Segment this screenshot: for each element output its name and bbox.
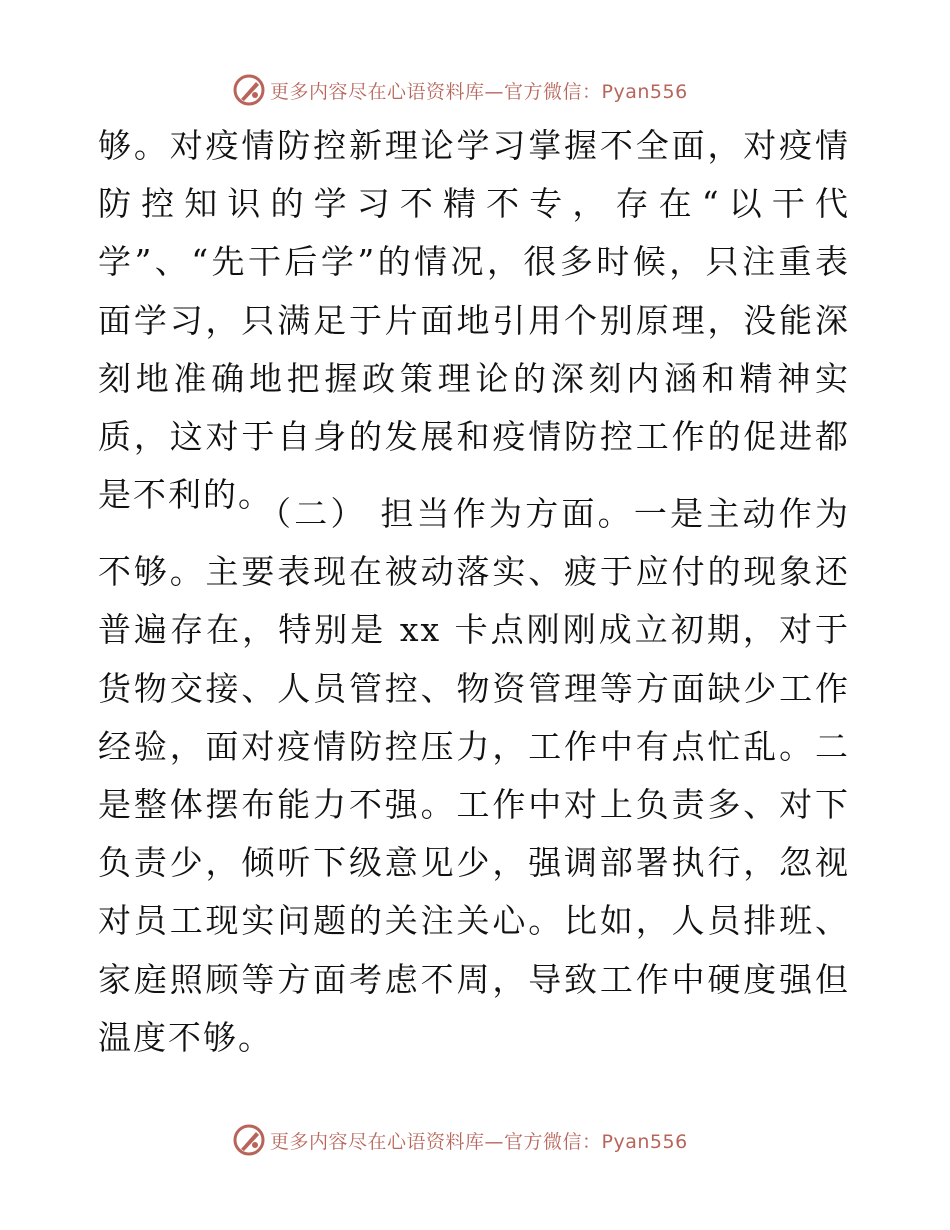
pen-logo-icon xyxy=(232,73,266,107)
header-watermark xyxy=(232,70,688,110)
watermark-text: 更多内容尽在心语资料库—官方微信：Pyan556 xyxy=(270,1130,688,1153)
body-paragraph-2: （二） 担当作为方面。一是主动作为不够。主要表现在被动落实、疲于应付的现象还普遍存在，特别是 xx 卡点刚刚成立初期，对于货物交接、人员管控、物资管理等方面缺少工作经验，面对疫情防控压力，工作中有点忙乱。二是整体摆布能力不强。工作中对上负责多、对下负责少，倾听下级意见少，强调部署执行，忽视对员工现实问题的关注关心。比如，人员排班、家庭照顾等方面考虑不周，导致工作中硬度强但温度不够。 xyxy=(98,494,850,1057)
body-paragraph-1: 够。对疫情防控新理论学习掌握不全面，对疫情防控知识的学习不精不专，存在“以干代学”、“先干后学”的情况，很多时候，只注重表面学习，只满足于片面地引用个别原理，没能深刻地准确地把握政策理论的深刻内涵和精神实质，这对于自身的发展和疫情防控工作的促进都是不利的。 xyxy=(98,126,850,515)
pen-logo-icon xyxy=(232,1123,266,1157)
footer-watermark xyxy=(232,1120,688,1160)
watermark-text: 更多内容尽在心语资料库—官方微信：Pyan556 xyxy=(270,80,688,103)
